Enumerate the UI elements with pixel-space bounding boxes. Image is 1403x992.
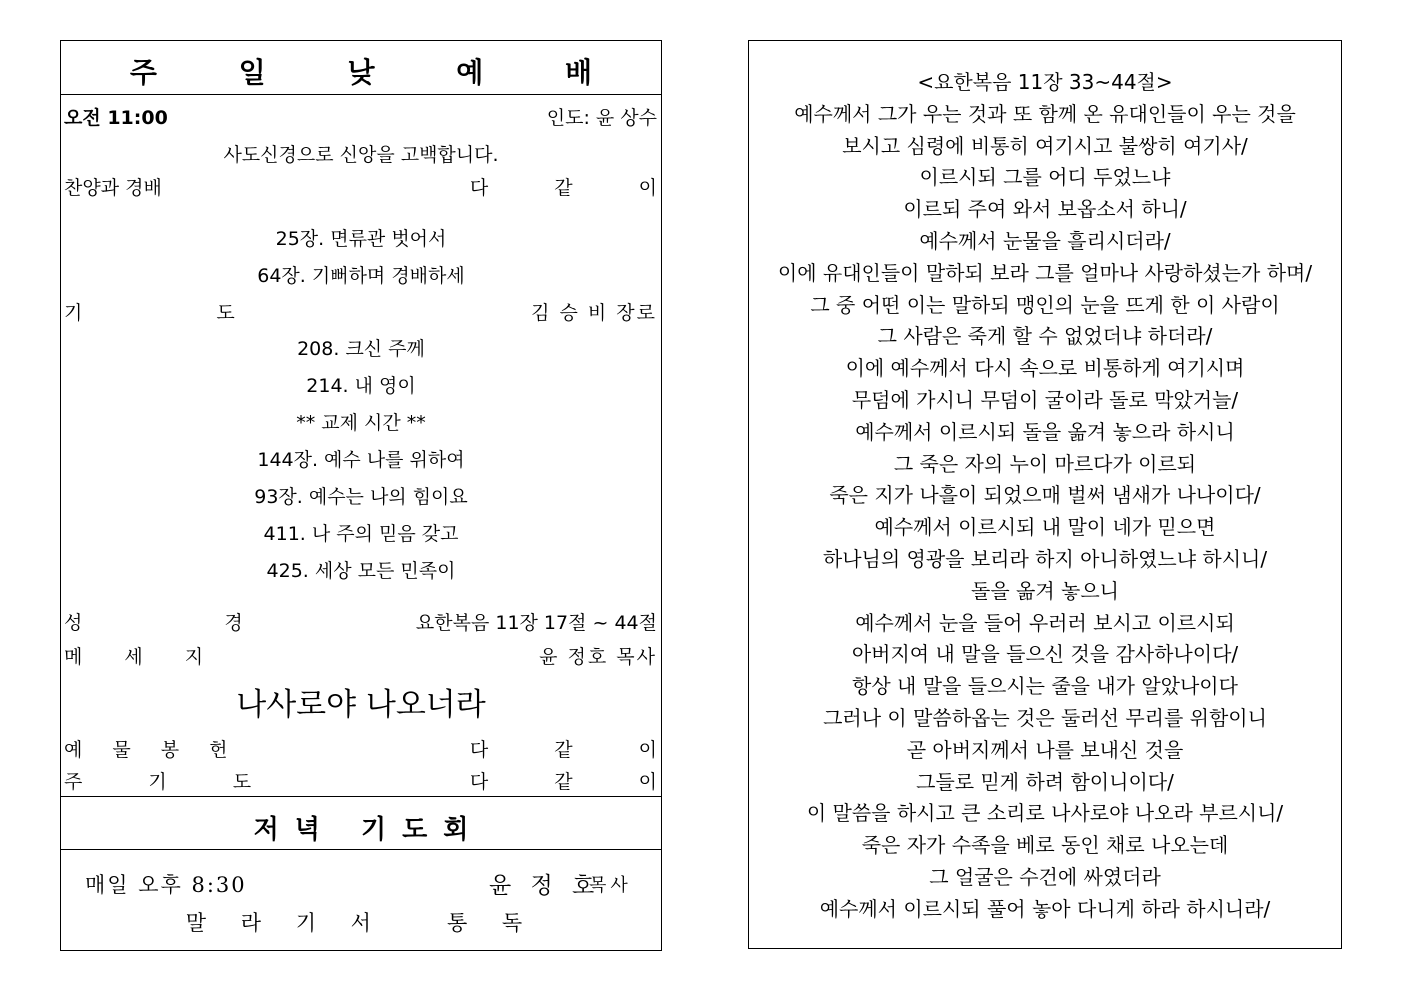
leader: 인도: 윤 상수 (546, 107, 657, 129)
evening-title: 저녁 기도회 (253, 815, 485, 845)
scripture-line: 보시고 심령에 비통히 여기시고 불쌍히 여기사/ (842, 133, 1248, 158)
fellowship-line: ** 교제 시간 ** (296, 412, 426, 434)
scripture-panel (748, 40, 1342, 949)
sermon-title: 나사로야 나오너라 (236, 687, 486, 723)
scripture-line: 그 얼굴은 수건에 싸였더라 (929, 864, 1161, 889)
divider (61, 94, 661, 95)
song-line: 208. 크신 주께 (297, 338, 425, 360)
scripture-line: 예수께서 이르시되 내 말이 네가 믿으면 (874, 515, 1216, 540)
scripture-line: 곧 아버지께서 나를 보내신 것을 (906, 737, 1184, 762)
scripture-line: 그 사람은 죽게 할 수 없었더냐 하더라/ (877, 324, 1213, 349)
scripture-line: 아버지여 내 말을 들으신 것을 감사하나이다/ (851, 642, 1239, 667)
evening-time: 매일 오후 8:30 (85, 873, 247, 897)
preacher: 윤 정호 목사 (539, 646, 657, 668)
time-row (61, 103, 661, 133)
evening-leader: 윤 정 호 (489, 873, 601, 899)
scripture-text (749, 67, 1341, 926)
praise-label: 찬양과 경배 (64, 177, 162, 199)
evening-leader-title: 목사 (589, 875, 632, 896)
scripture-heading: <요한복음 11장 33~44절> (917, 70, 1173, 94)
prayer-person: 김 승 비 장로 (531, 302, 657, 324)
praise-who: 다 같 이 (469, 177, 687, 199)
prayer-row (61, 298, 661, 328)
scripture-line: 그들로 믿게 하려 함이니이다/ (916, 769, 1174, 794)
message-row (61, 642, 661, 672)
scripture-line: 그 죽은 자의 누이 마르다가 이르되 (893, 451, 1197, 476)
scripture-line: 돌을 옮겨 놓으니 (971, 578, 1119, 603)
bulletin-left-panel (60, 40, 687, 951)
song-line: 25장. 면류관 벗어서 (275, 228, 447, 250)
creed-row (61, 140, 661, 170)
praise-row (61, 173, 687, 203)
lords-prayer-label: 주 기 도 (64, 771, 282, 793)
song-line: 64장. 기뻐하며 경배하세 (257, 265, 465, 287)
scripture-line: 이르되 주여 와서 보옵소서 하니/ (903, 197, 1187, 222)
scripture-label: 성 경 (64, 612, 311, 634)
prayer-label: 기 도 (64, 302, 299, 324)
lords-prayer-who: 다 같 이 (469, 771, 687, 793)
worship-title: 주 일 낮 예 배 (129, 56, 629, 89)
lords-prayer-row (61, 767, 687, 797)
scripture-line: 이르시되 그를 어디 두었느냐 (919, 165, 1171, 190)
offering-row (61, 735, 687, 765)
message-label: 메 세 지 (64, 646, 222, 668)
scripture-line: 이에 예수께서 다시 속으로 비통하게 여기시며 (845, 356, 1245, 381)
scripture-line: 항상 내 말을 들으시는 줄을 내가 알았나이다 (852, 674, 1238, 699)
scripture-line: 예수께서 이르시되 돌을 옮겨 놓으라 하시니 (855, 419, 1235, 444)
offering-who: 다 같 이 (469, 739, 687, 761)
song-line: 425. 세상 모든 민족이 (266, 560, 456, 582)
scripture-line: 예수께서 눈물을 흘리시더라/ (919, 228, 1171, 253)
song-line: 411. 나 주의 믿음 갖고 (263, 523, 459, 545)
creed-text: 사도신경으로 신앙을 고백합니다. (223, 144, 499, 166)
offering-label: 예 물 봉 헌 (64, 739, 240, 761)
scripture-line: 예수께서 눈을 들어 우러러 보시고 이르시되 (855, 610, 1235, 635)
scripture-row (61, 608, 661, 638)
scripture-line: 예수께서 이르시되 풀어 놓아 다니게 하라 하시니라/ (819, 896, 1271, 921)
scripture-line: 그 중 어떤 이는 말하되 맹인의 눈을 뜨게 한 이 사람이 (810, 292, 1280, 317)
scripture-ref: 요한복음 11장 17절 ~ 44절 (415, 612, 657, 634)
scripture-line: 이 말씀을 하시고 큰 소리로 나사로야 나오라 부르시니/ (806, 801, 1284, 826)
song-line: 144장. 예수 나를 위하여 (257, 449, 465, 471)
scripture-line: 죽은 자가 수족을 베로 동인 채로 나오는데 (861, 833, 1229, 858)
scripture-line: 하나님의 영광을 보리라 하지 아니하였느냐 하시니/ (822, 546, 1268, 571)
divider (61, 796, 661, 797)
scripture-line: 그러나 이 말씀하옵는 것은 둘러선 무리를 위함이니 (823, 705, 1267, 730)
scripture-line: 이에 유대인들이 말하되 보라 그를 얼마나 사랑하셨는가 하며/ (777, 260, 1313, 285)
song-line: 93장. 예수는 나의 힘이요 (254, 486, 468, 508)
song-line: 214. 내 영이 (306, 375, 416, 397)
evening-reading: 말 라 기 서 통 독 (185, 911, 537, 935)
divider (61, 849, 661, 850)
scripture-line: 예수께서 그가 우는 것과 또 함께 온 유대인들이 우는 것을 (794, 101, 1296, 126)
scripture-line: 무덤에 가시니 무덤이 굴이라 돌로 막았거늘/ (851, 387, 1239, 412)
scripture-line: 죽은 지가 나흘이 되었으매 벌써 냄새가 나나이다/ (829, 483, 1261, 508)
service-time: 오전 11:00 (64, 107, 168, 129)
